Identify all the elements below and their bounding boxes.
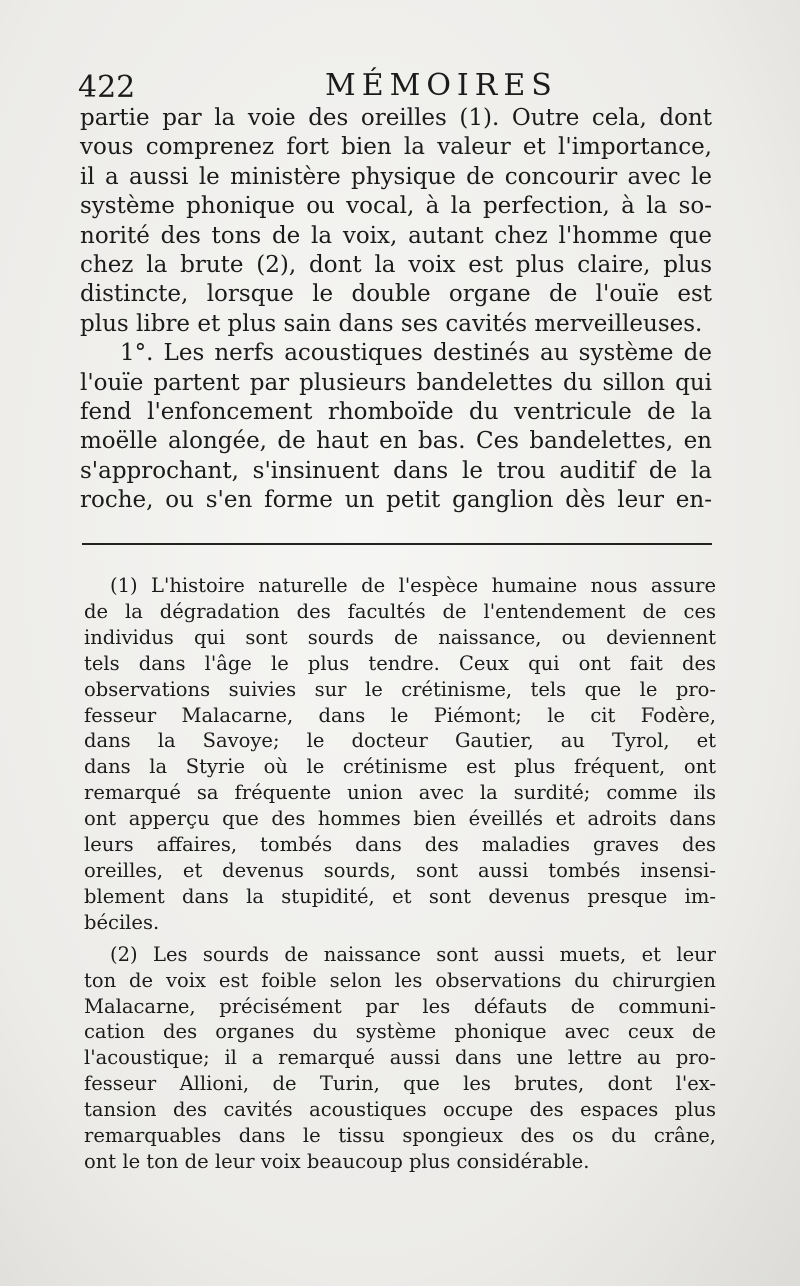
footnote-line: fesseur Allioni, de Turin, que les brutes, dont l'ex- [84, 1072, 716, 1096]
text-line: norité des tons de la voix, autant chez l'homme que [80, 222, 712, 249]
footnote-line: de la dégradation des facultés de l'entendement de ces [84, 599, 716, 623]
footnote-line: ont apperçu que des hommes bien éveillés et adroits dans [84, 807, 716, 831]
text-line: moëlle alongée, de haut en bas. Ces bandelettes, en [80, 428, 712, 455]
text-line: distincte, lorsque le double organe de l'ouïe est [80, 281, 712, 308]
footnote-line: fesseur Malacarne, dans le Piémont; le cit Fodère, [84, 703, 716, 727]
main-text [80, 104, 712, 516]
footnote-line: dans la Styrie où le crétinisme est plus fréquent, ont [84, 755, 716, 779]
footnote-line: blement dans la stupidité, et sont devenus presque im- [84, 884, 716, 908]
footnote-line: oreilles, et devenus sourds, sont aussi tombés insensi- [84, 858, 716, 882]
text-line: roche, ou s'en forme un petit ganglion dès leur en- [80, 487, 712, 514]
footnote-line: dans la Savoye; le docteur Gautier, au Tyrol, et [84, 729, 716, 753]
footnote-line: (1) L'histoire naturelle de l'espèce humaine nous assure [110, 574, 716, 597]
footnote-rule [82, 543, 712, 545]
footnote-1 [84, 573, 716, 936]
page-header [70, 66, 720, 106]
footnote-line: individus qui sont sourds de naissance, ou deviennent [84, 625, 716, 649]
text-line: fend l'enfoncement rhomboïde du ventricule de la [80, 399, 712, 426]
footnote-line: (2) Les sourds de naissance sont aussi muets, et leur [110, 942, 716, 966]
text-line: partie par la voie des oreilles (1). Outre cela, dont [80, 105, 712, 131]
footnote-line: leurs affaires, tombés dans des maladies graves des [84, 833, 716, 857]
footnote-line: remarquables dans le tissu spongieux des os du crâne, [84, 1124, 716, 1148]
text-line: s'approchant, s'insinuent dans le trou auditif de la [80, 457, 712, 484]
text-line: chez la brute (2), dont la voix est plus claire, plus [80, 252, 712, 279]
footnote-line: cation des organes du système phonique avec ceux de [84, 1020, 716, 1044]
footnote-line: tansion des cavités acoustiques occupe des espaces plus [84, 1098, 716, 1122]
text-line: système phonique ou vocal, à la perfection, à la so- [80, 193, 712, 220]
footnote-line: béciles. [84, 910, 160, 934]
footnote-line: Malacarne, précisément par les défauts de communi- [84, 994, 716, 1018]
footnote-line: tels dans l'âge le plus tendre. Ceux qui ont fait des [84, 651, 716, 675]
footnote-line: ton de voix est foible selon les observations du chirurgien [84, 968, 716, 992]
text-line: il a aussi le ministère physique de concourir avec le [80, 163, 712, 190]
footnote-line: ont le ton de leur voix beaucoup plus considérable. [84, 1149, 590, 1173]
footnote-line: l'acoustique; il a remarqué aussi dans une lettre au pro- [84, 1046, 716, 1070]
text-line: plus libre et plus sain dans ses cavités merveilleuses. [80, 310, 703, 337]
footnote-line: observations suivies sur le crétinisme, tels que le pro- [84, 677, 716, 701]
running-head: MÉMOIRES [325, 68, 558, 103]
text-line: l'ouïe partent par plusieurs bandelettes du sillon qui [80, 369, 712, 396]
footnote-2 [84, 942, 716, 1175]
footnotes [84, 573, 716, 1181]
page-number: 422 [78, 70, 136, 105]
text-line: vous comprenez fort bien la valeur et l'importance, [80, 134, 712, 161]
text-line: 1°. Les nerfs acoustiques destinés au système de [120, 340, 712, 367]
footnote-line: remarqué sa fréquente union avec la surdité; comme ils [84, 781, 716, 805]
